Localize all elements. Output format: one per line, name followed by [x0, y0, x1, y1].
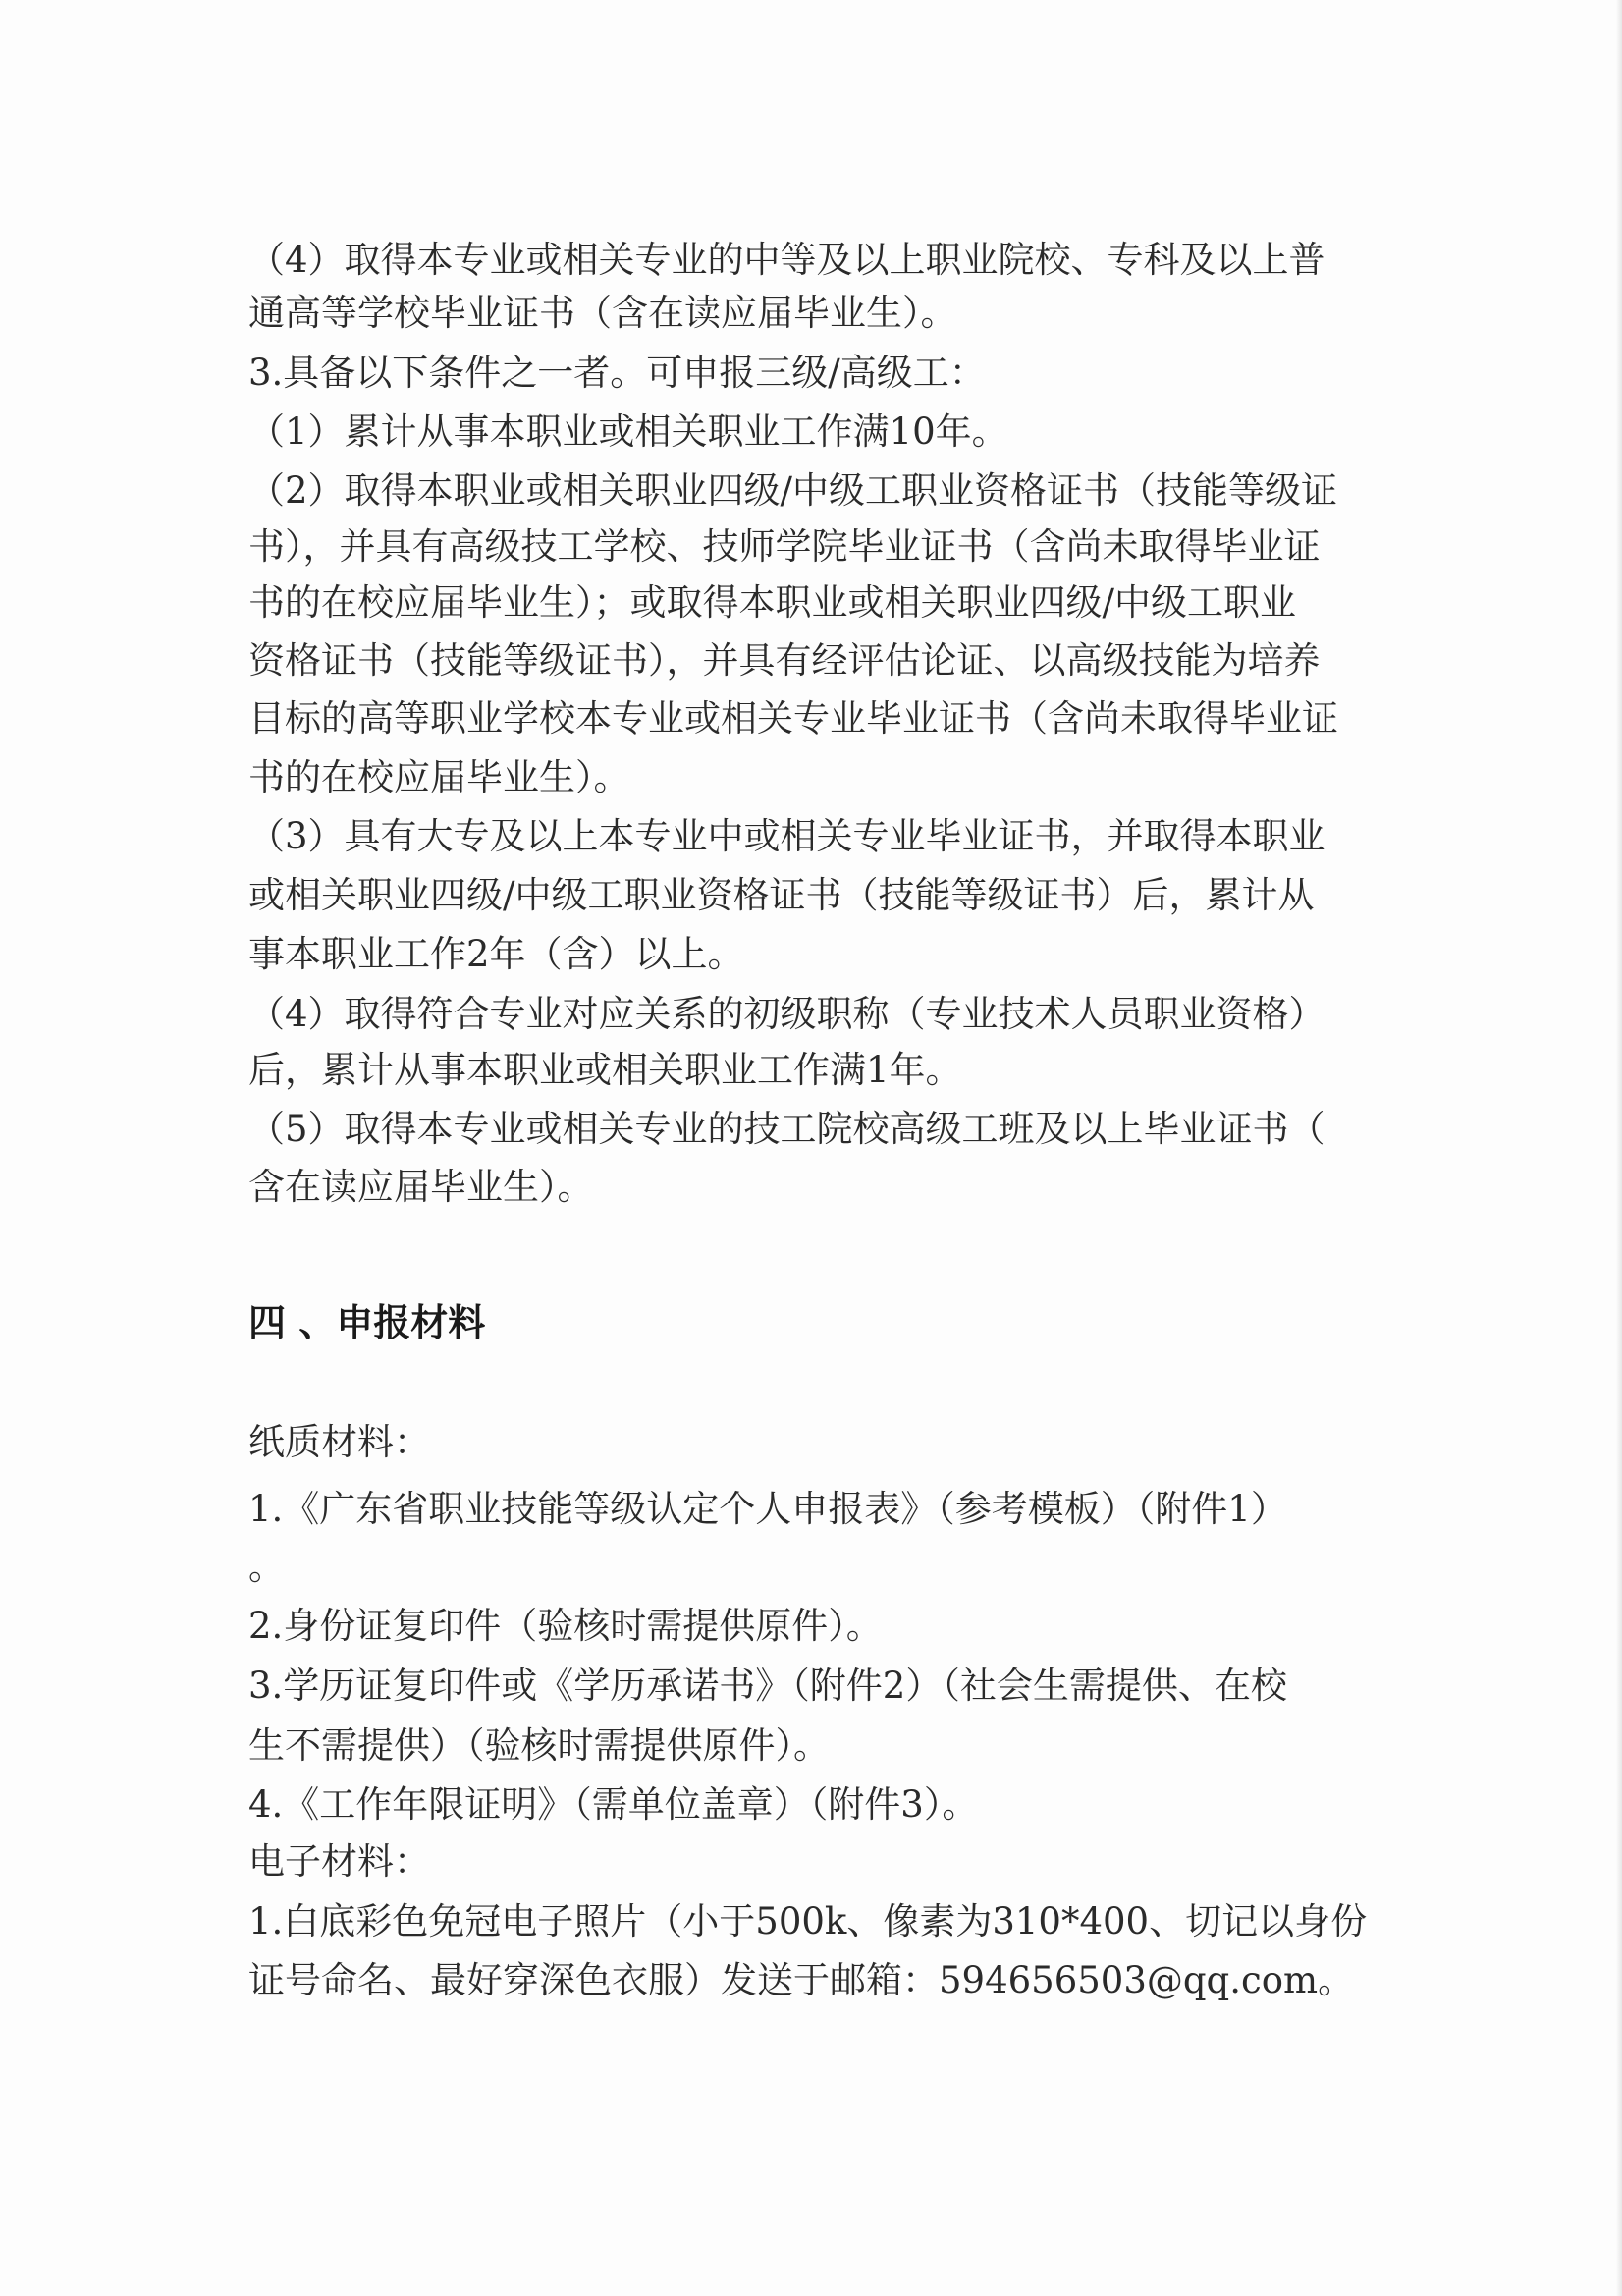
text-line: 书的在校应届毕业生）；或取得本职业或相关职业四级/中级工职业 — [248, 581, 1296, 624]
text-line: 1.白底彩色免冠电子照片（小于500k、像素为310*400、切记以身份 — [248, 1900, 1368, 1942]
text-line: 4.《工作年限证明》（需单位盖章）（附件3）。 — [248, 1783, 979, 1826]
text-line: 纸质材料： — [248, 1421, 430, 1463]
text-line: （4）取得本专业或相关专业的中等及以上职业院校、专科及以上普 — [248, 239, 1325, 281]
text-line: 含在读应届毕业生）。 — [248, 1166, 594, 1208]
text-line: 1.《广东省职业技能等级认定个人申报表》（参考模板）（附件1） — [248, 1488, 1287, 1530]
text-line: 事本职业工作2年（含）以上。 — [248, 933, 744, 975]
text-line: 书的在校应届毕业生）。 — [248, 756, 630, 798]
text-line: 3.学历证复印件或《学历承诺书》（附件2）（社会生需提供、在校 — [248, 1665, 1287, 1707]
text-line: （2）取得本职业或相关职业四级/中级工职业资格证书（技能等级证 — [248, 469, 1338, 512]
text-line: 后，累计从事本职业或相关职业工作满1年。 — [248, 1049, 962, 1091]
text-line: 。 — [248, 1546, 285, 1588]
text-line: （5）取得本专业或相关专业的技工院校高级工班及以上毕业证书（ — [248, 1108, 1325, 1150]
text-line: （4）取得符合专业对应关系的初级职称（专业技术人员职业资格） — [248, 993, 1325, 1035]
text-line: 目标的高等职业学校本专业或相关专业毕业证书（含尚未取得毕业证 — [248, 697, 1338, 739]
text-line: 通高等学校毕业证书（含在读应届毕业生）。 — [248, 292, 957, 334]
section-heading: 四 、申报材料 — [248, 1301, 486, 1344]
text-line: 2.身份证复印件（验核时需提供原件）。 — [248, 1605, 883, 1647]
text-line: 或相关职业四级/中级工职业资格证书（技能等级证书）后，累计从 — [248, 874, 1315, 916]
text-line: 电子材料： — [248, 1840, 430, 1883]
text-line: 证号命名、最好穿深色衣服）发送于邮箱：594656503@qq.com。 — [248, 1959, 1355, 2001]
text-line: （1）累计从事本职业或相关职业工作满10年。 — [248, 410, 1008, 453]
text-line: 生不需提供）（验核时需提供原件）。 — [248, 1724, 830, 1767]
text-line: 3.具备以下条件之一者。可申报三级/高级工： — [248, 352, 986, 394]
scan-edge-shadow — [1616, 0, 1622, 2296]
text-line: 书），并具有高级技工学校、技师学院毕业证书（含尚未取得毕业证 — [248, 525, 1321, 568]
text-line: （3）具有大专及以上本专业中或相关专业毕业证书，并取得本职业 — [248, 815, 1325, 857]
text-line: 资格证书（技能等级证书），并具有经评估论证、以高级技能为培养 — [248, 639, 1321, 682]
